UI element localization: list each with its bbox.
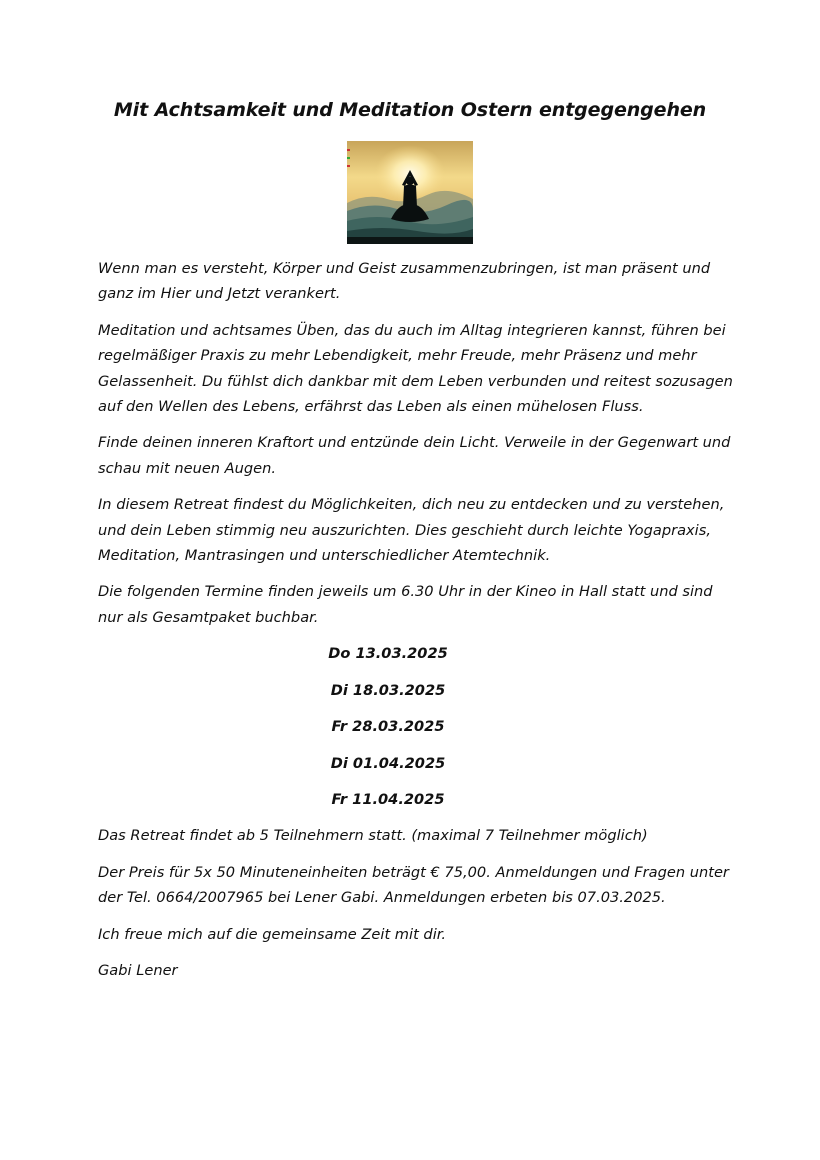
intro-paragraph: Wenn man es versteht, Körper und Geist zusammenzubringen, ist man präsent und ganz im Hier und Jetzt verankert. <box>98 260 711 303</box>
invitation-paragraph: Finde deinen inneren Kraftort und entzünde dein Licht. Verweile in der Gegenwart und schau mit neuen Augen. <box>98 434 731 477</box>
date-list <box>98 641 738 812</box>
document-body <box>98 256 738 994</box>
price-paragraph: Der Preis für 5x 50 Minuteneinheiten beträgt € 75,00. Anmeldungen und Fragen unter der Tel. 0664/2007965 bei Lener Gabi. Anmeldungen erbeten bis 07.03.2025. <box>98 863 729 907</box>
participants-paragraph: Das Retreat findet ab 5 Teilnehmern statt. (maximal 7 Teilnehmer möglich) <box>98 827 648 845</box>
date-item: Di 18.03.2025 <box>330 681 446 699</box>
description-paragraph: Meditation und achtsames Üben, das du auch im Alltag integrieren kannst, führen bei regelmäßiger Praxis zu mehr Lebendigkeit, mehr Freude, mehr Präsenz und mehr Gelassenheit. Du fühlst dich dankbar mit dem Leben verbunden und reitest sozusagen auf den Wellen des Lebens, erfährst das Leben als einen mühelosen Fluss. <box>98 321 733 416</box>
date-item: Fr 11.04.2025 <box>331 790 445 808</box>
date-item: Do 13.03.2025 <box>328 645 448 663</box>
retreat-paragraph: In diesem Retreat findest du Möglichkeiten, dich neu zu entdecken und zu verstehen, und dein Leben stimmig neu auszurichten. Dies geschieht durch leichte Yogapraxis, Meditation, Mantrasingen und unterschiedlicher Atemtechnik. <box>98 496 725 565</box>
signature: Gabi Lener <box>98 961 178 979</box>
date-item: Di 01.04.2025 <box>330 754 446 772</box>
page-title: Mit Achtsamkeit und Meditation Ostern entgegengehen <box>113 99 707 121</box>
date-item: Fr 28.03.2025 <box>331 718 445 736</box>
schedule-paragraph: Die folgenden Termine finden jeweils um 6.30 Uhr in der Kineo in Hall statt und sind nur als Gesamtpaket buchbar. <box>98 583 713 626</box>
meditation-silhouette-image <box>347 141 473 244</box>
closing-paragraph: Ich freue mich auf die gemeinsame Zeit mit dir. <box>98 925 447 943</box>
